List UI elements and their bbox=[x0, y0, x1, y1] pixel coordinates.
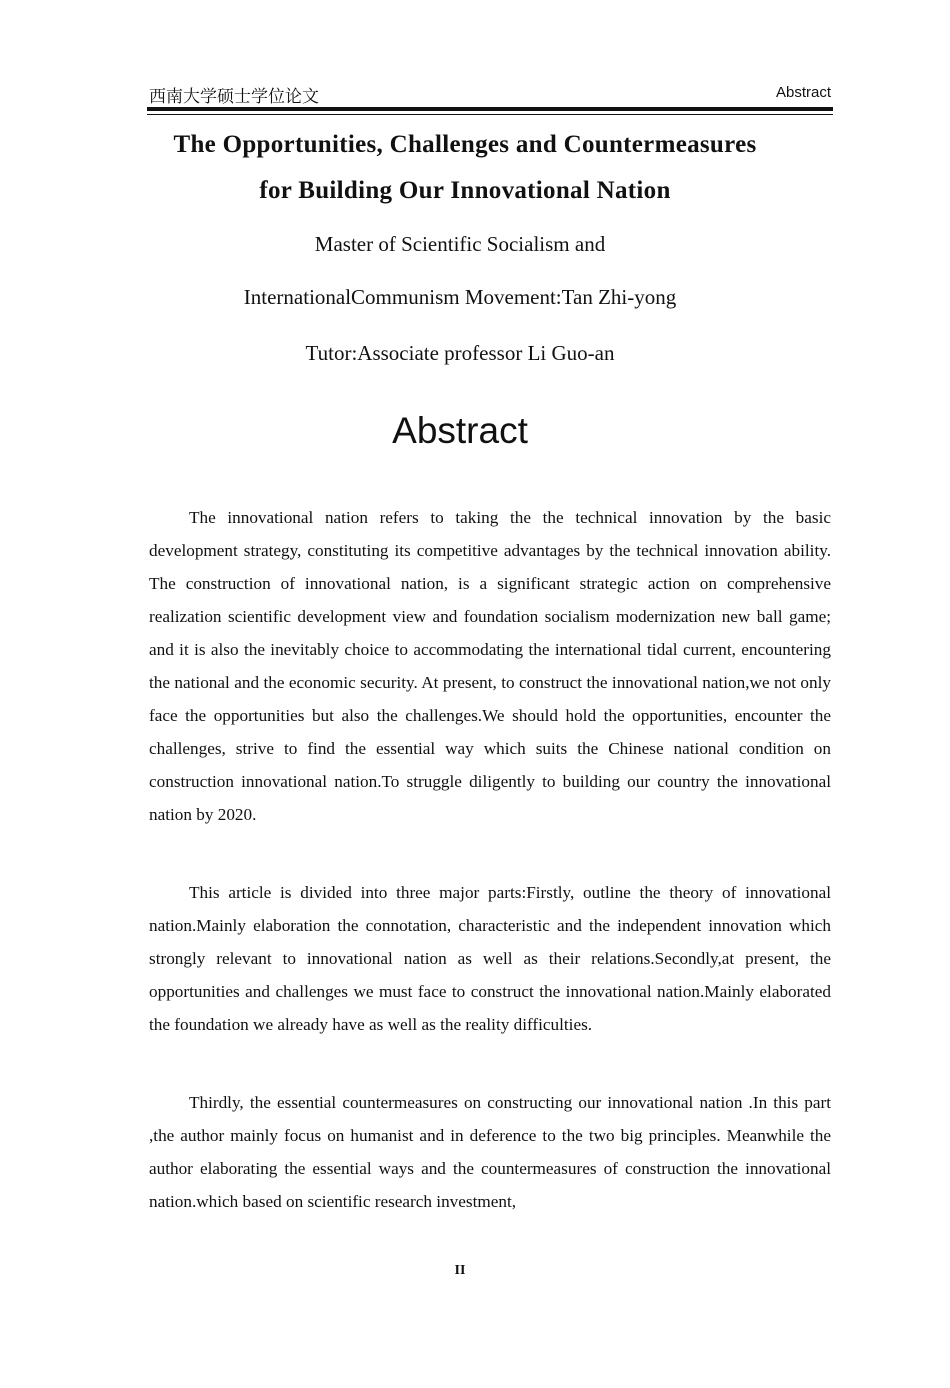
abstract-paragraph-3: Thirdly, the essential countermeasures on constructing our innovational nation .In this part ,the author mainly focus on humanist and in deference to the two big principles. Meanwhile the author elaborating the essential ways and the countermeasures of construction the innovational nation.which based on scientific research investment, bbox=[149, 1093, 831, 1211]
author-name-line: InternationalCommunism Movement:Tan Zhi-yong bbox=[243, 285, 677, 309]
abstract-heading: Abstract bbox=[392, 410, 528, 451]
header-section-label: Abstract bbox=[775, 84, 831, 101]
abstract-paragraph-2: This article is divided into three major parts:Firstly, outline the theory of innovational nation.Mainly elaboration the connotation, characteristic and the independent innovation which strongly relevant to innovational nation as well as their relations.Secondly,at present, the opportunities and challenges we must face to construct the innovational nation.Mainly elaborated the foundation we already have as well as the reality difficulties. bbox=[149, 883, 831, 1034]
tutor-line: Tutor:Associate professor Li Guo-an bbox=[305, 341, 615, 365]
header-rule-thin bbox=[147, 114, 833, 115]
abstract-paragraph-1: The innovational nation refers to taking the the technical innovation by the basic development strategy, constituting its competitive advantages by the technical innovation ability. The construction of innovational nation, is a significant strategic action on comprehensive realization scientific development view and foundation socialism modernization new ball game; and it is also the inevitably choice to accommodating the international tidal current, encountering the national and the economic security. At present, to construct the innovational nation,we not only face the opportunities but also the challenges.We should hold the opportunities, encounter the challenges, strive to find the essential way which suits the Chinese national condition on construction innovational nation.To struggle diligently to building our country the innovational nation by 2020. bbox=[149, 508, 831, 824]
header-thesis-label: 西南大学硕士学位论文 bbox=[149, 87, 319, 107]
title-line-2: for Building Our Innovational Nation bbox=[259, 177, 671, 204]
page-header bbox=[149, 80, 831, 106]
author-degree-line: Master of Scientific Socialism and bbox=[314, 232, 606, 256]
title-line-1: The Opportunities, Challenges and Countermeasures bbox=[173, 131, 757, 158]
header-rule-thick bbox=[147, 107, 833, 111]
page-number: II bbox=[454, 1263, 466, 1278]
